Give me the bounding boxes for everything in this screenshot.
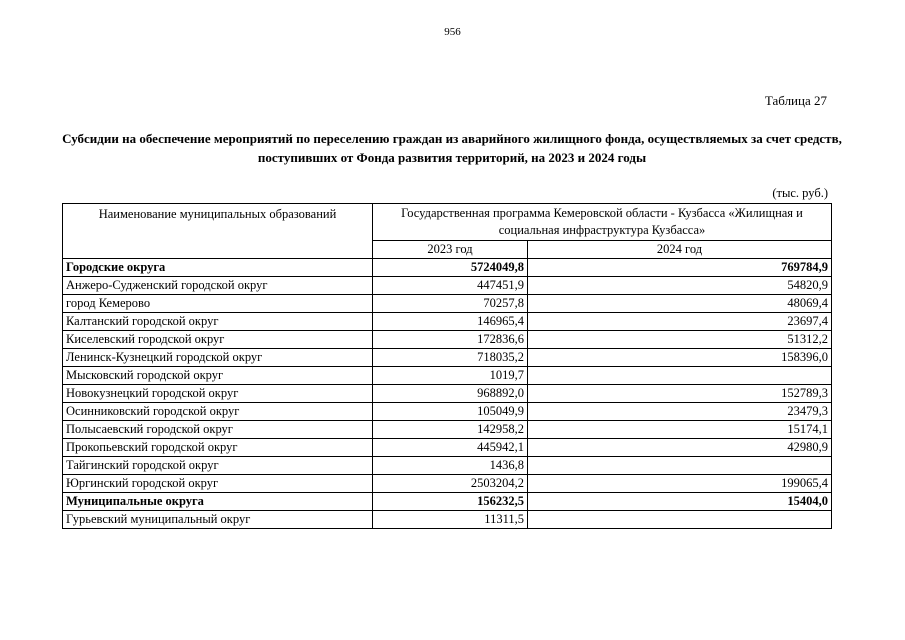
value-2023-cell: 70257,8	[373, 295, 528, 313]
table-label: Таблица 27	[764, 93, 827, 108]
table-row	[63, 385, 832, 403]
municipality-name-cell: город Кемерово	[63, 295, 373, 313]
document-title: Субсидии на обеспечение мероприятий по переселению граждан из аварийного жилищного фонда, осуществляемых за счет средств, поступивших от Фонда развития территорий, на 2023 и 2024 годы	[62, 131, 842, 165]
value-2024-cell	[528, 457, 832, 475]
table-row	[63, 493, 832, 511]
value-2023-cell: 105049,9	[373, 403, 528, 421]
table-row	[63, 259, 832, 277]
table-row	[63, 439, 832, 457]
units-label: (тыс. руб.)	[772, 186, 828, 200]
value-2023-cell: 1019,7	[373, 367, 528, 385]
value-2023-cell: 146965,4	[373, 313, 528, 331]
value-2023-cell: 968892,0	[373, 385, 528, 403]
value-2023-cell: 445942,1	[373, 439, 528, 457]
municipality-name-cell: Осинниковский городской округ	[63, 403, 373, 421]
value-2024-cell: 42980,9	[528, 439, 832, 457]
municipality-name-cell: Муниципальные округа	[63, 493, 373, 511]
header-year-2023: 2023 год	[373, 241, 528, 259]
header-municipality-name: Наименование муниципальных образований	[63, 204, 373, 259]
value-2024-cell: 51312,2	[528, 331, 832, 349]
value-2023-cell: 1436,8	[373, 457, 528, 475]
municipality-name-cell: Полысаевский городской округ	[63, 421, 373, 439]
subsidies-table	[62, 203, 832, 529]
table-row	[63, 313, 832, 331]
value-2023-cell: 447451,9	[373, 277, 528, 295]
table-row	[63, 403, 832, 421]
value-2024-cell: 158396,0	[528, 349, 832, 367]
value-2024-cell: 54820,9	[528, 277, 832, 295]
value-2023-cell: 718035,2	[373, 349, 528, 367]
municipality-name-cell: Мысковский городской округ	[63, 367, 373, 385]
municipality-name-cell: Ленинск-Кузнецкий городской округ	[63, 349, 373, 367]
value-2024-cell: 48069,4	[528, 295, 832, 313]
value-2023-cell: 156232,5	[373, 493, 528, 511]
value-2024-cell: 152789,3	[528, 385, 832, 403]
value-2023-cell: 5724049,8	[373, 259, 528, 277]
municipality-name-cell: Городские округа	[63, 259, 373, 277]
municipality-name-cell: Юргинский городской округ	[63, 475, 373, 493]
table-row	[63, 349, 832, 367]
value-2024-cell: 769784,9	[528, 259, 832, 277]
municipality-name-cell: Киселевский городской округ	[63, 331, 373, 349]
table-row	[63, 331, 832, 349]
table-row	[63, 295, 832, 313]
value-2024-cell: 199065,4	[528, 475, 832, 493]
header-year-2024: 2024 год	[528, 241, 832, 259]
page-number: 956	[444, 26, 461, 38]
table-body	[63, 259, 832, 529]
value-2024-cell: 23697,4	[528, 313, 832, 331]
municipality-name-cell: Анжеро-Судженский городской округ	[63, 277, 373, 295]
municipality-name-cell: Прокопьевский городской округ	[63, 439, 373, 457]
table-row	[63, 277, 832, 295]
value-2024-cell: 15174,1	[528, 421, 832, 439]
value-2023-cell: 172836,6	[373, 331, 528, 349]
municipality-name-cell: Тайгинский городской округ	[63, 457, 373, 475]
municipality-name-cell: Новокузнецкий городской округ	[63, 385, 373, 403]
municipality-name-cell: Калтанский городской округ	[63, 313, 373, 331]
value-2024-cell: 15404,0	[528, 493, 832, 511]
value-2023-cell: 11311,5	[373, 511, 528, 529]
value-2023-cell: 2503204,2	[373, 475, 528, 493]
value-2024-cell	[528, 367, 832, 385]
table-row	[63, 511, 832, 529]
table-row	[63, 367, 832, 385]
value-2024-cell	[528, 511, 832, 529]
header-state-program: Государственная программа Кемеровской области - Кузбасса «Жилищная и социальная инфраструктура Кузбасса»	[373, 204, 832, 241]
municipality-name-cell: Гурьевский муниципальный округ	[63, 511, 373, 529]
value-2023-cell: 142958,2	[373, 421, 528, 439]
table-row	[63, 421, 832, 439]
table-row	[63, 475, 832, 493]
table-row	[63, 457, 832, 475]
value-2024-cell: 23479,3	[528, 403, 832, 421]
